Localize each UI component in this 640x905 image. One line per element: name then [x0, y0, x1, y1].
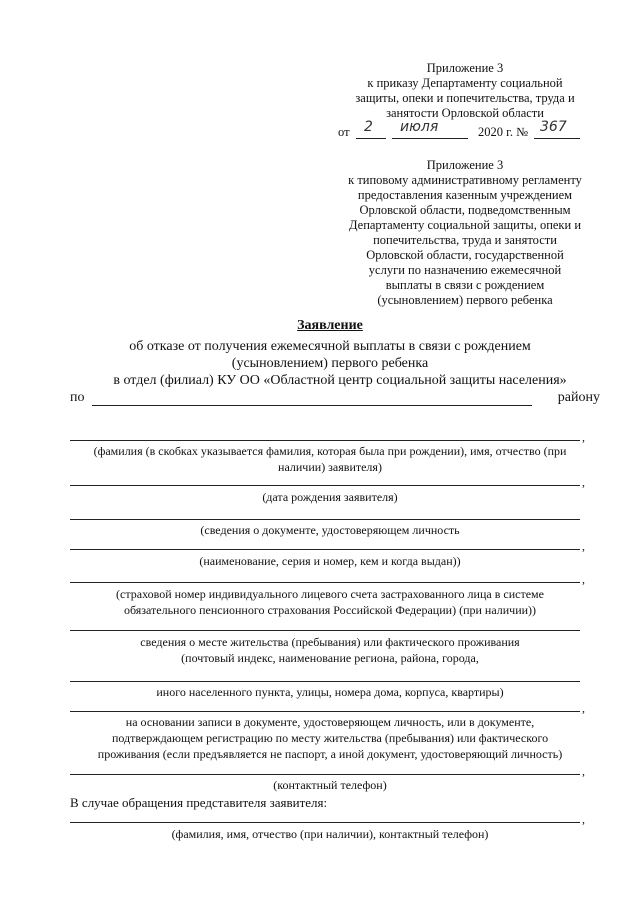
- field-caption: [60, 443, 600, 475]
- header-line: к приказу Департаменту социальной: [367, 76, 563, 90]
- identity-document-fill-line[interactable]: [70, 519, 580, 520]
- caption-line: подтверждающем регистрацию по месту жительства (пребывания) или фактического: [111, 731, 549, 745]
- field-caption: [60, 489, 600, 505]
- header-line: (усыновлением) первого ребенка: [377, 293, 553, 307]
- year-number-label: 2020 г. №: [478, 125, 529, 139]
- header-line: услуги по назначению ежемесячной: [368, 263, 562, 277]
- comma: ,: [582, 475, 585, 489]
- basis-document-fill-line[interactable]: [70, 711, 580, 712]
- caption-line: (фамилия (в скобках указывается фамилия, которая была при рождении), имя, отчество (при: [93, 444, 567, 458]
- representative-note: В случае обращения представителя заявителя:: [70, 795, 328, 810]
- caption-line: (сведения о документе, удостоверяющем личность: [200, 523, 460, 537]
- address-fill-line[interactable]: [70, 681, 580, 682]
- field-caption: [60, 586, 600, 618]
- header-line: Орловской области, подведомственным: [359, 203, 571, 217]
- header-line: выплаты в связи с рождением: [385, 278, 545, 292]
- caption-line: сведения о месте жительства (пребывания) или фактического проживания: [140, 635, 520, 649]
- caption-line: обязательного пенсионного страхования Российской Федерации) (при наличии)): [123, 603, 537, 617]
- birth-date-fill-line[interactable]: [70, 485, 580, 486]
- comma: ,: [582, 764, 585, 778]
- header-line: предоставления казенным учреждением: [357, 188, 573, 202]
- district-prefix: по: [70, 390, 85, 405]
- district-line: [70, 390, 600, 408]
- caption-line: (фамилия, имя, отчество (при наличии), контактный телефон): [171, 827, 489, 841]
- caption-line: наличии) заявителя): [278, 460, 382, 474]
- document-title: Заявление: [297, 318, 363, 333]
- snils-fill-line[interactable]: [70, 582, 580, 583]
- caption-line: иного населенного пункта, улицы, номера дома, корпуса, квартиры): [156, 685, 504, 699]
- field-caption: [60, 714, 600, 762]
- district-fill-line[interactable]: [92, 405, 532, 406]
- handwritten-day: 2: [364, 119, 373, 135]
- number-underline: [534, 138, 580, 139]
- comma: ,: [582, 430, 585, 444]
- order-date-number: [330, 119, 600, 140]
- header-line: защиты, опеки и попечительства, труда и: [355, 91, 575, 105]
- representative-fill-line[interactable]: [70, 822, 580, 823]
- comma: ,: [582, 701, 585, 715]
- caption-line: (наименование, серия и номер, кем и когда выдан)): [199, 554, 461, 568]
- field-caption: [60, 777, 600, 793]
- month-underline: [392, 138, 468, 139]
- header-line: попечительства, труда и занятости: [373, 233, 557, 247]
- header-line: Приложение 3: [426, 61, 504, 75]
- regulation-appendix-header: [330, 158, 600, 308]
- recipient-office-line: в отдел (филиал) КУ ОО «Областной центр социальной защиты населения»: [113, 373, 567, 388]
- handwritten-month: июля: [400, 119, 439, 135]
- document-subtitle-line: об отказе от получения ежемесячной выплаты в связи с рождением: [129, 339, 531, 354]
- field-caption: [60, 522, 600, 538]
- header-line: Орловской области, государственной: [366, 248, 564, 262]
- header-line: к типовому административному регламенту: [348, 173, 582, 187]
- field-caption: [60, 553, 600, 569]
- field-caption: [60, 634, 600, 666]
- order-appendix-header: [330, 61, 600, 140]
- document-details-fill-line[interactable]: [70, 549, 580, 550]
- caption-line: на основании записи в документе, удостоверяющем личность, или в документе,: [125, 715, 535, 729]
- comma: ,: [582, 572, 585, 586]
- from-label: от: [338, 125, 350, 139]
- phone-fill-line[interactable]: [70, 774, 580, 775]
- header-line: Департаменту социальной защиты, опеки и: [348, 218, 582, 232]
- caption-line: (контактный телефон): [273, 778, 387, 792]
- caption-line: (дата рождения заявителя): [262, 490, 398, 504]
- field-caption: [60, 826, 600, 842]
- district-suffix: району: [557, 390, 600, 405]
- header-line: занятости Орловской области: [386, 106, 544, 120]
- header-line: Приложение 3: [426, 158, 504, 172]
- comma: ,: [582, 812, 585, 826]
- field-caption: [60, 684, 600, 700]
- caption-line: (страховой номер индивидуального лицевого счета застрахованного лица в системе: [116, 587, 544, 601]
- handwritten-order-number: 367: [540, 119, 567, 135]
- caption-line: проживания (если предъявляется не паспорт, а иной документ, удостоверяющий личность): [97, 747, 563, 761]
- day-underline: [356, 138, 386, 139]
- applicant-name-fill-line[interactable]: [70, 440, 580, 441]
- residence-fill-line[interactable]: [70, 630, 580, 631]
- document-subtitle-line: (усыновлением) первого ребенка: [231, 356, 429, 371]
- caption-line: (почтовый индекс, наименование региона, района, города,: [181, 651, 479, 665]
- comma: ,: [582, 539, 585, 553]
